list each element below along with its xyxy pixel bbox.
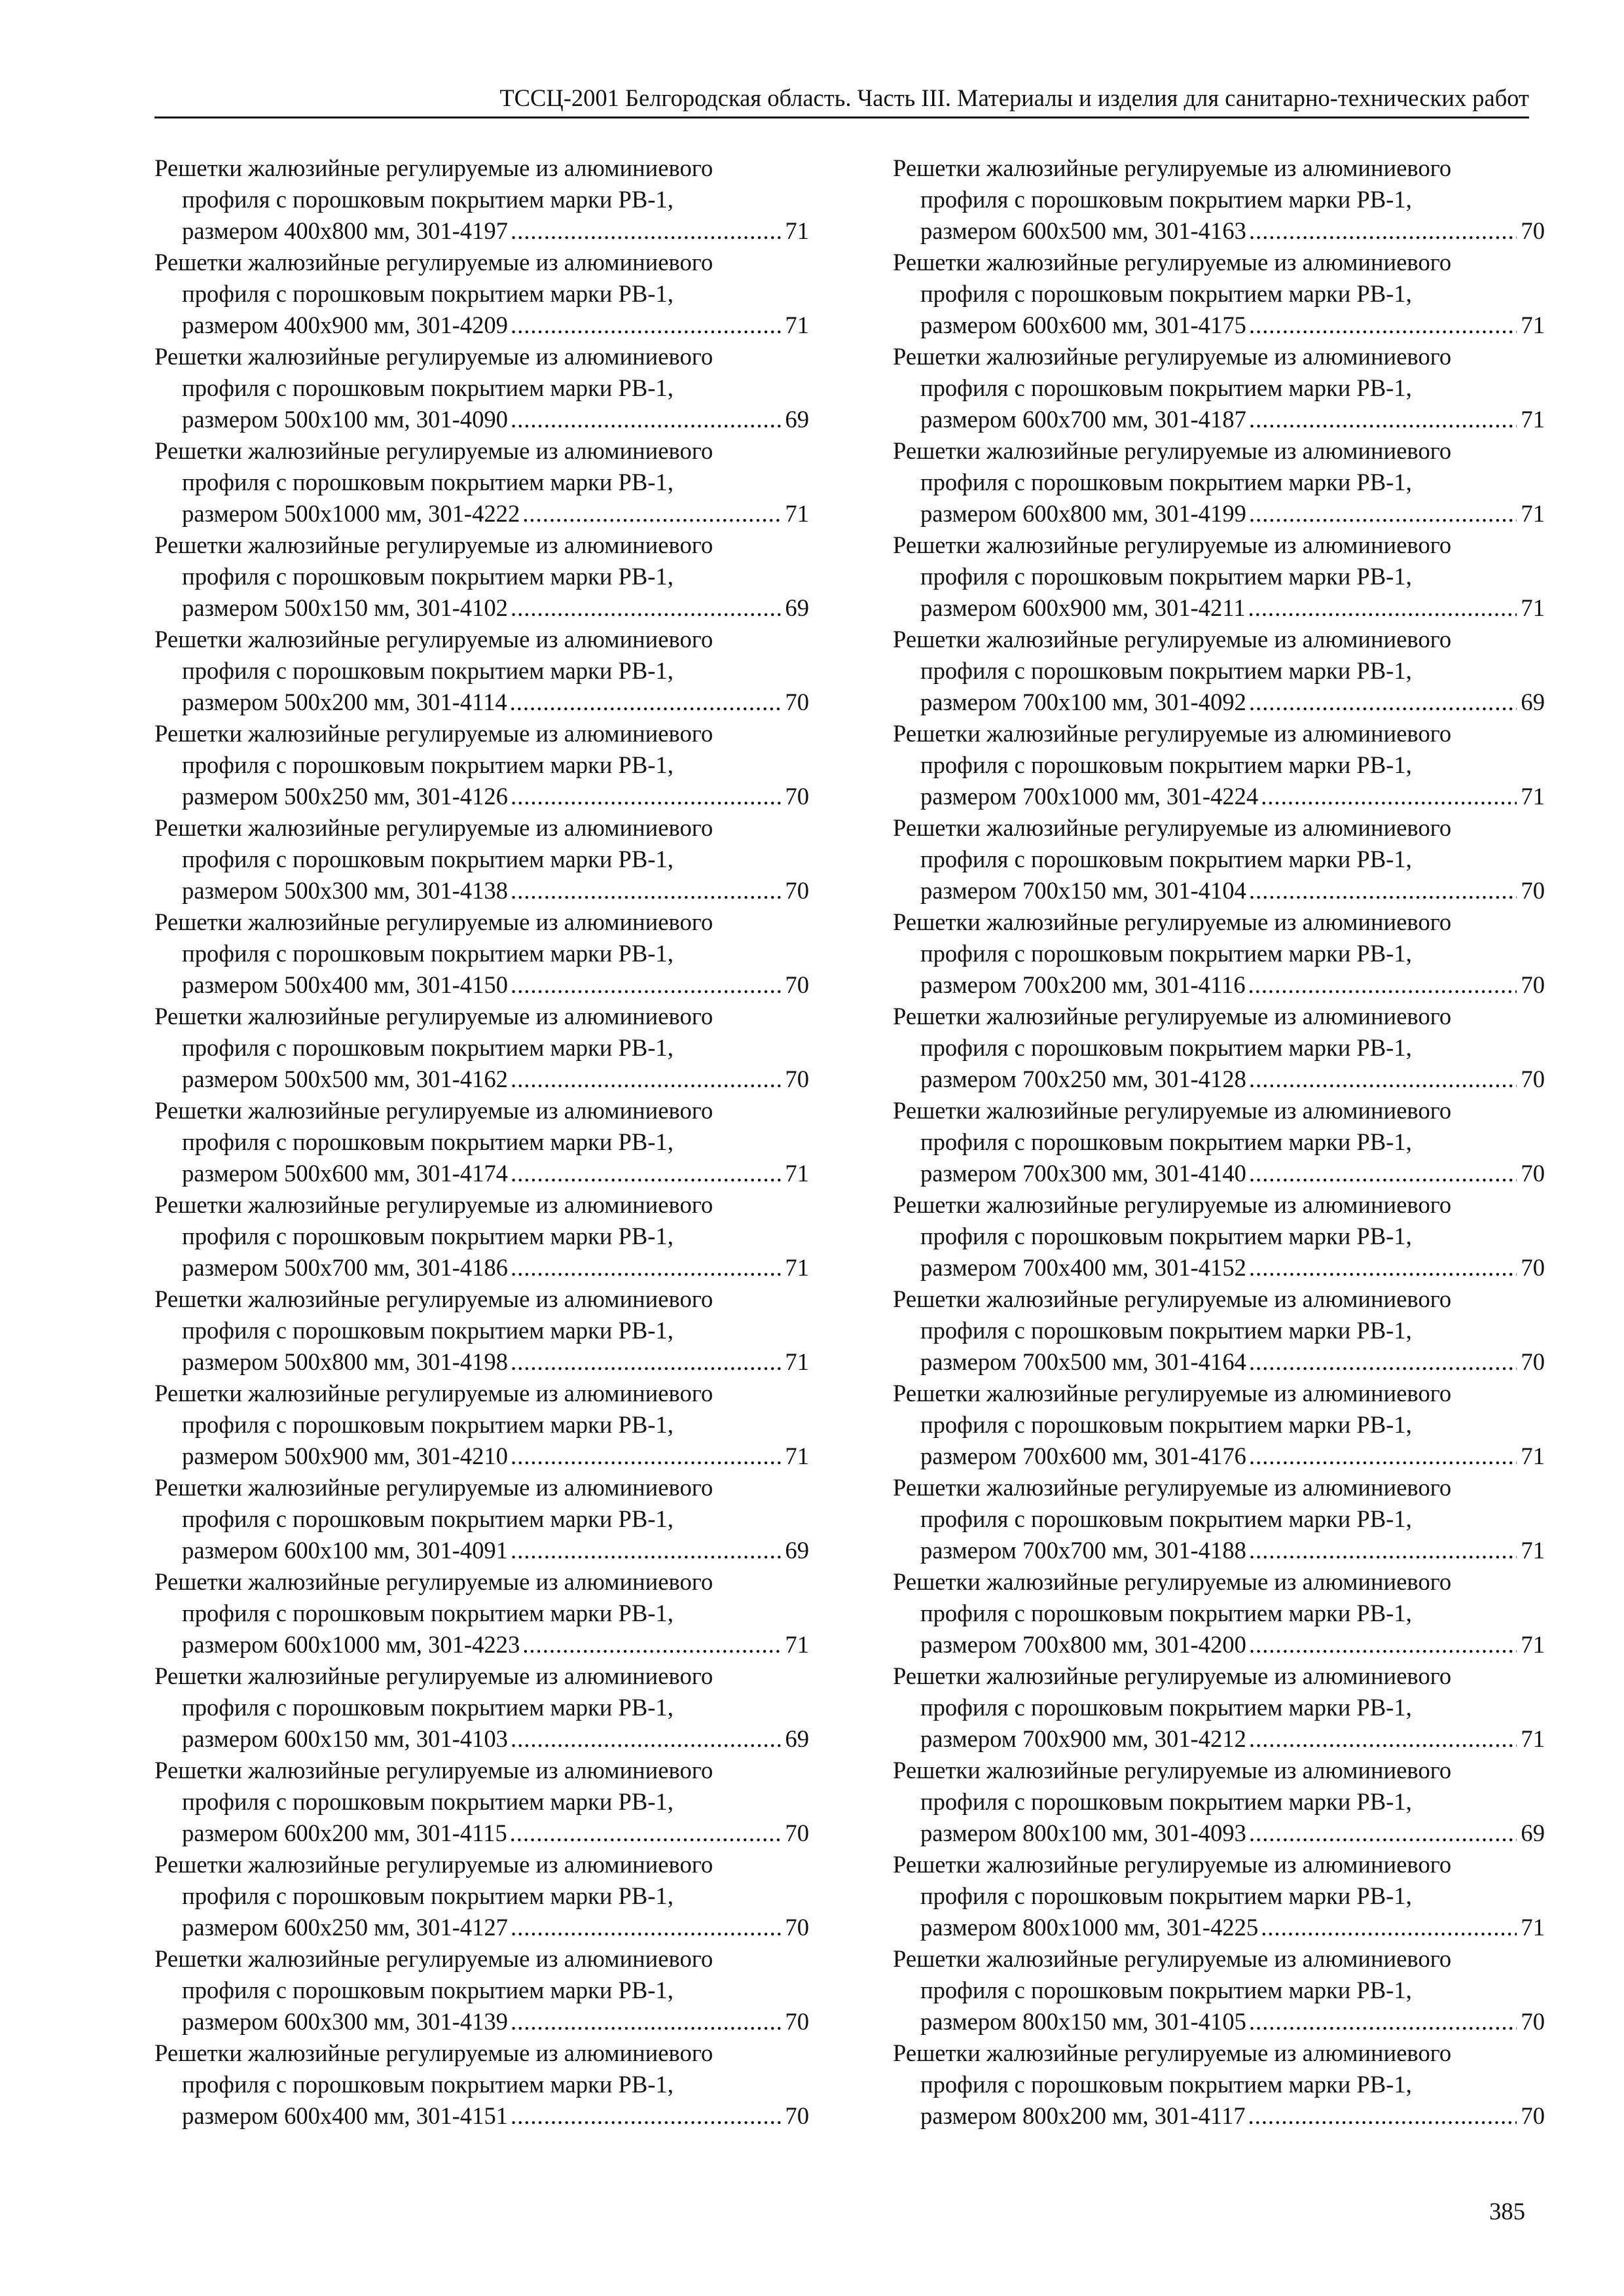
entry-size-code: размером 800х100 мм, 301-4093 [920, 1820, 1246, 1846]
entry-size-code: размером 700х300 мм, 301-4140 [920, 1160, 1246, 1187]
index-entry [154, 2037, 809, 2132]
entry-size-line [893, 1629, 1545, 1660]
entry-profile-line: профиля с порошковым покрытием марки РВ-1, [920, 1788, 1412, 1815]
index-entry [893, 1378, 1547, 1472]
entry-title-line: Решетки жалюзийные регулируемые из алюминиевого [893, 1851, 1452, 1878]
dot-leader [511, 404, 781, 435]
dot-leader [511, 1723, 781, 1755]
dot-leader [1249, 310, 1517, 341]
index-entry [893, 1472, 1547, 1566]
entry-profile-line: профиля с порошковым покрытием марки РВ-1, [920, 1694, 1412, 1721]
index-entry [893, 1095, 1547, 1189]
dot-leader [511, 781, 781, 812]
index-entry [893, 1755, 1547, 1849]
entry-page-ref: 70 [1521, 1254, 1545, 1281]
entry-size-code: размером 600х600 мм, 301-4175 [920, 312, 1246, 338]
entry-profile-line: профиля с порошковым покрытием марки РВ-1, [920, 1411, 1412, 1438]
entry-title-line: Решетки жалюзийные регулируемые из алюминиевого [154, 1191, 713, 1218]
entry-profile-line: профиля с порошковым покрытием марки РВ-1, [182, 1411, 674, 1438]
dot-leader [1248, 2100, 1517, 2132]
entry-size-code: размером 500х900 мм, 301-4210 [182, 1443, 508, 1469]
entry-profile-line: профиля с порошковым покрытием марки РВ-1, [182, 186, 674, 213]
dot-leader [511, 215, 781, 247]
dot-leader [510, 1818, 782, 1849]
index-entry [154, 624, 809, 718]
entry-page-ref: 71 [785, 1631, 809, 1658]
entry-size-line [893, 1818, 1545, 1849]
entry-title-line: Решетки жалюзийные регулируемые из алюминиевого [893, 154, 1452, 181]
entry-size-code: размером 700х200 мм, 301-4116 [920, 971, 1246, 998]
entry-title-line: Решетки жалюзийные регулируемые из алюминиевого [893, 1097, 1452, 1124]
entry-size-code: размером 800х150 мм, 301-4105 [920, 2008, 1246, 2035]
entry-size-code: размером 500х600 мм, 301-4174 [182, 1160, 508, 1187]
entry-size-code: размером 600х500 мм, 301-4163 [920, 217, 1246, 244]
entry-profile-line: профиля с порошковым покрытием марки РВ-1, [182, 657, 674, 684]
entry-page-ref: 71 [785, 217, 809, 244]
entry-title-line: Решетки жалюзийные регулируемые из алюминиевого [154, 1662, 713, 1689]
entry-size-line [893, 215, 1545, 247]
dot-leader [1249, 1723, 1517, 1755]
entry-title-line: Решетки жалюзийные регулируемые из алюминиевого [893, 1662, 1452, 1689]
index-entry [154, 1095, 809, 1189]
entry-page-ref: 70 [785, 689, 809, 715]
entry-profile-line: профиля с порошковым покрытием марки РВ-1, [182, 280, 674, 307]
entry-size-code: размером 600х700 мм, 301-4187 [920, 406, 1246, 433]
index-entry [893, 1566, 1547, 1660]
entry-page-ref: 70 [1521, 217, 1545, 244]
entry-size-line [154, 1346, 809, 1378]
entry-size-code: размером 700х600 мм, 301-4176 [920, 1443, 1246, 1469]
index-entry [893, 152, 1547, 247]
entry-profile-line: профиля с порошковым покрытием марки РВ-1, [182, 2071, 674, 2098]
entry-size-code: размером 400х800 мм, 301-4197 [182, 217, 508, 244]
dot-leader [511, 1252, 781, 1283]
entry-size-code: размером 500х700 мм, 301-4186 [182, 1254, 508, 1281]
entry-title-line: Решетки жалюзийные регулируемые из алюминиевого [893, 626, 1452, 653]
entry-page-ref: 71 [1521, 594, 1545, 621]
entry-size-line [893, 2006, 1545, 2037]
dot-leader [522, 1629, 781, 1660]
entry-title-line: Решетки жалюзийные регулируемые из алюминиевого [893, 343, 1452, 370]
entry-page-ref: 69 [785, 406, 809, 433]
dot-leader [1249, 1629, 1517, 1660]
dot-leader [511, 1064, 781, 1095]
entry-title-line: Решетки жалюзийные регулируемые из алюминиевого [154, 720, 713, 747]
entry-title-line: Решетки жалюзийные регулируемые из алюминиевого [154, 154, 713, 181]
entry-profile-line: профиля с порошковым покрытием марки РВ-1, [182, 1505, 674, 1532]
entry-page-ref: 70 [1521, 877, 1545, 904]
entry-page-ref: 71 [785, 1160, 809, 1187]
entry-profile-line: профиля с порошковым покрытием марки РВ-1, [182, 1034, 674, 1061]
entry-size-line [893, 404, 1545, 435]
entry-profile-line: профиля с порошковым покрытием марки РВ-1, [920, 657, 1412, 684]
entry-size-line [154, 2006, 809, 2037]
entry-profile-line: профиля с порошковым покрытием марки РВ-1, [182, 1694, 674, 1721]
entry-size-line [154, 1441, 809, 1472]
dot-leader [511, 969, 781, 1001]
entry-title-line: Решетки жалюзийные регулируемые из алюминиевого [893, 1003, 1452, 1030]
entry-size-line [154, 1064, 809, 1095]
index-entry [154, 1566, 809, 1660]
entry-size-line [154, 215, 809, 247]
entry-page-ref: 71 [785, 500, 809, 527]
index-entry [154, 1001, 809, 1095]
entry-size-code: размером 700х700 мм, 301-4188 [920, 1537, 1246, 1564]
dot-leader [1249, 498, 1517, 529]
entry-size-line [893, 1158, 1545, 1189]
entry-size-code: размером 800х1000 мм, 301-4225 [920, 1914, 1259, 1941]
entry-page-ref: 70 [785, 877, 809, 904]
entry-size-code: размером 500х800 мм, 301-4198 [182, 1348, 508, 1375]
dot-leader [1249, 404, 1517, 435]
entry-size-line [154, 592, 809, 624]
entry-page-ref: 71 [785, 1348, 809, 1375]
index-entry [154, 1943, 809, 2037]
entry-title-line: Решетки жалюзийные регулируемые из алюминиевого [893, 1757, 1452, 1784]
entry-profile-line: профиля с порошковым покрытием марки РВ-1, [182, 940, 674, 967]
index-entry [893, 1849, 1547, 1943]
index-entry [893, 247, 1547, 341]
entry-title-line: Решетки жалюзийные регулируемые из алюминиевого [893, 720, 1452, 747]
entry-page-ref: 71 [1521, 312, 1545, 338]
entry-size-line [893, 1252, 1545, 1283]
entry-size-line [154, 404, 809, 435]
entry-page-ref: 71 [1521, 783, 1545, 810]
entry-title-line: Решетки жалюзийные регулируемые из алюминиевого [154, 531, 713, 558]
entry-page-ref: 70 [785, 2102, 809, 2129]
index-entry [154, 247, 809, 341]
entry-size-code: размером 600х400 мм, 301-4151 [182, 2102, 508, 2129]
dot-leader [511, 1535, 781, 1566]
entry-profile-line: профиля с порошковым покрытием марки РВ-1, [920, 1317, 1412, 1344]
entry-profile-line: профиля с порошковым покрытием марки РВ-1, [182, 1317, 674, 1344]
index-entry [893, 812, 1547, 906]
entry-title-line: Решетки жалюзийные регулируемые из алюминиевого [893, 1285, 1452, 1312]
entry-title-line: Решетки жалюзийные регулируемые из алюминиевого [893, 1945, 1452, 1972]
entry-size-line [154, 1252, 809, 1283]
dot-leader [1249, 1441, 1517, 1472]
entry-size-line [154, 498, 809, 529]
dot-leader [511, 1912, 781, 1943]
entry-size-line [893, 687, 1545, 718]
entry-title-line: Решетки жалюзийные регулируемые из алюминиевого [154, 1380, 713, 1407]
dot-leader [1249, 2006, 1517, 2037]
entry-size-line [154, 1535, 809, 1566]
entry-size-code: размером 700х800 мм, 301-4200 [920, 1631, 1246, 1658]
dot-leader [1249, 1346, 1517, 1378]
index-entry [154, 906, 809, 1001]
dot-leader [1248, 969, 1517, 1001]
entry-profile-line: профиля с порошковым покрытием марки РВ-1, [182, 469, 674, 495]
entry-title-line: Решетки жалюзийные регулируемые из алюминиевого [893, 814, 1452, 841]
dot-leader [511, 1346, 781, 1378]
entry-page-ref: 71 [785, 312, 809, 338]
header-divider [154, 117, 1529, 118]
index-entry [893, 718, 1547, 812]
dot-leader [511, 592, 781, 624]
index-entry [893, 1283, 1547, 1378]
index-entry [154, 812, 809, 906]
entry-size-code: размером 700х100 мм, 301-4092 [920, 689, 1246, 715]
entry-profile-line: профиля с порошковым покрытием марки РВ-1, [920, 1977, 1412, 2003]
entry-size-code: размером 500х1000 мм, 301-4222 [182, 500, 520, 527]
entry-profile-line: профиля с порошковым покрытием марки РВ-1, [920, 186, 1412, 213]
entry-title-line: Решетки жалюзийные регулируемые из алюминиевого [893, 1568, 1452, 1595]
entry-size-code: размером 500х200 мм, 301-4114 [182, 689, 507, 715]
index-entry [154, 1849, 809, 1943]
entry-page-ref: 70 [1521, 971, 1545, 998]
entry-page-ref: 70 [785, 783, 809, 810]
entry-profile-line: профиля с порошковым покрытием марки РВ-1, [920, 1223, 1412, 1249]
entry-profile-line: профиля с порошковым покрытием марки РВ-1, [182, 1223, 674, 1249]
entry-page-ref: 71 [1521, 1443, 1545, 1469]
page-header: ТССЦ-2001 Белгородская область. Часть III. Материалы и изделия для санитарно-технических работ [499, 84, 1529, 111]
entry-page-ref: 69 [1521, 1820, 1545, 1846]
entry-title-line: Решетки жалюзийные регулируемые из алюминиевого [154, 1568, 713, 1595]
entry-size-code: размером 500х250 мм, 301-4126 [182, 783, 508, 810]
entry-size-line [154, 310, 809, 341]
dot-leader [1249, 1252, 1517, 1283]
entry-profile-line: профиля с порошковым покрытием марки РВ-1, [920, 1505, 1412, 1532]
entry-page-ref: 71 [785, 1254, 809, 1281]
dot-leader [1261, 1912, 1517, 1943]
entry-size-line [154, 781, 809, 812]
entry-size-line [893, 310, 1545, 341]
entry-title-line: Решетки жалюзийные регулируемые из алюминиевого [154, 1285, 713, 1312]
entry-size-code: размером 500х100 мм, 301-4090 [182, 406, 508, 433]
dot-leader [510, 687, 782, 718]
entry-page-ref: 71 [1521, 500, 1545, 527]
dot-leader [511, 1158, 781, 1189]
dot-leader [511, 875, 781, 906]
entry-profile-line: профиля с порошковым покрытием марки РВ-1, [920, 563, 1412, 590]
entry-title-line: Решетки жалюзийные регулируемые из алюминиевого [154, 908, 713, 935]
entry-size-line [893, 1535, 1545, 1566]
entry-size-code: размером 400х900 мм, 301-4209 [182, 312, 508, 338]
entry-size-line [154, 969, 809, 1001]
index-entry [154, 1755, 809, 1849]
index-entry [154, 1660, 809, 1755]
index-entry [893, 1189, 1547, 1283]
entry-title-line: Решетки жалюзийные регулируемые из алюминиевого [154, 343, 713, 370]
entry-size-code: размером 700х1000 мм, 301-4224 [920, 783, 1259, 810]
entry-profile-line: профиля с порошковым покрытием марки РВ-1, [920, 1882, 1412, 1909]
index-entry [154, 529, 809, 624]
dot-leader [1249, 1158, 1517, 1189]
entry-profile-line: профиля с порошковым покрытием марки РВ-1, [920, 2071, 1412, 2098]
entry-size-code: размером 600х250 мм, 301-4127 [182, 1914, 508, 1941]
entry-size-line [893, 1441, 1545, 1472]
entry-page-ref: 69 [785, 1725, 809, 1752]
entry-size-code: размером 600х800 мм, 301-4199 [920, 500, 1246, 527]
index-entry [893, 1943, 1547, 2037]
entry-page-ref: 71 [785, 1443, 809, 1469]
entry-title-line: Решетки жалюзийные регулируемые из алюминиевого [893, 1380, 1452, 1407]
entry-profile-line: профиля с порошковым покрытием марки РВ-1, [920, 1034, 1412, 1061]
entry-size-code: размером 600х900 мм, 301-4211 [920, 594, 1246, 621]
entry-profile-line: профиля с порошковым покрытием марки РВ-1, [182, 1128, 674, 1155]
entry-size-code: размером 600х300 мм, 301-4139 [182, 2008, 508, 2035]
entry-profile-line: профиля с порошковым покрытием марки РВ-1, [920, 469, 1412, 495]
entry-size-code: размером 500х500 мм, 301-4162 [182, 1066, 508, 1092]
dot-leader [511, 310, 781, 341]
entry-size-line [893, 875, 1545, 906]
index-entry [154, 152, 809, 247]
index-column-right [893, 152, 1547, 2132]
entry-size-code: размером 500х400 мм, 301-4150 [182, 971, 508, 998]
entry-profile-line: профиля с порошковым покрытием марки РВ-1, [182, 846, 674, 872]
entry-size-code: размером 800х200 мм, 301-4117 [920, 2102, 1246, 2129]
dot-leader [1249, 1064, 1517, 1095]
entry-title-line: Решетки жалюзийные регулируемые из алюминиевого [893, 908, 1452, 935]
index-entry [154, 341, 809, 435]
index-entry [154, 1283, 809, 1378]
dot-leader [1249, 1535, 1517, 1566]
entry-size-code: размером 600х150 мм, 301-4103 [182, 1725, 508, 1752]
entry-page-ref: 70 [1521, 2008, 1545, 2035]
entry-page-ref: 69 [785, 1537, 809, 1564]
index-entry [893, 624, 1547, 718]
entry-size-code: размером 500х300 мм, 301-4138 [182, 877, 508, 904]
entry-profile-line: профиля с порошковым покрытием марки РВ-1, [182, 1882, 674, 1909]
entry-page-ref: 71 [1521, 1725, 1545, 1752]
entry-size-line [154, 1912, 809, 1943]
entry-page-ref: 71 [1521, 1914, 1545, 1941]
entry-title-line: Решетки жалюзийные регулируемые из алюминиевого [893, 249, 1452, 276]
entry-page-ref: 70 [1521, 1348, 1545, 1375]
entry-page-ref: 69 [1521, 689, 1545, 715]
entry-size-code: размером 700х400 мм, 301-4152 [920, 1254, 1246, 1281]
entry-size-line [893, 1912, 1545, 1943]
index-entry [893, 2037, 1547, 2132]
index-entry [893, 1001, 1547, 1095]
entry-size-line [154, 2100, 809, 2132]
entry-title-line: Решетки жалюзийные регулируемые из алюминиевого [154, 814, 713, 841]
entry-profile-line: профиля с порошковым покрытием марки РВ-1, [182, 563, 674, 590]
dot-leader [1249, 687, 1517, 718]
entry-profile-line: профиля с порошковым покрытием марки РВ-1, [182, 1977, 674, 2003]
dot-leader [1261, 781, 1517, 812]
index-entry [893, 1660, 1547, 1755]
entry-size-line [893, 498, 1545, 529]
entry-page-ref: 70 [1521, 2102, 1545, 2129]
dot-leader [511, 2006, 781, 2037]
entry-title-line: Решетки жалюзийные регулируемые из алюминиевого [154, 1851, 713, 1878]
dot-leader [1249, 1818, 1517, 1849]
entry-size-line [154, 687, 809, 718]
entry-title-line: Решетки жалюзийные регулируемые из алюминиевого [893, 1191, 1452, 1218]
entry-size-line [154, 1818, 809, 1849]
entry-title-line: Решетки жалюзийные регулируемые из алюминиевого [893, 2039, 1452, 2066]
dot-leader [1248, 592, 1517, 624]
entry-size-code: размером 600х200 мм, 301-4115 [182, 1820, 507, 1846]
index-entry [893, 435, 1547, 529]
entry-profile-line: профиля с порошковым покрытием марки РВ-1, [920, 846, 1412, 872]
entry-size-line [154, 1629, 809, 1660]
index-column-left [154, 152, 809, 2132]
dot-leader [1249, 215, 1517, 247]
page-number: 385 [1489, 2198, 1525, 2225]
index-entry [893, 529, 1547, 624]
entry-page-ref: 70 [785, 971, 809, 998]
entry-size-line [154, 875, 809, 906]
entry-title-line: Решетки жалюзийные регулируемые из алюминиевого [154, 2039, 713, 2066]
entry-page-ref: 70 [785, 2008, 809, 2035]
entry-page-ref: 70 [1521, 1160, 1545, 1187]
dot-leader [1249, 875, 1517, 906]
entry-size-line [893, 781, 1545, 812]
entry-page-ref: 71 [1521, 1537, 1545, 1564]
entry-profile-line: профиля с порошковым покрытием марки РВ-1, [182, 1788, 674, 1815]
index-entry [893, 906, 1547, 1001]
entry-page-ref: 71 [1521, 406, 1545, 433]
entry-size-code: размером 700х900 мм, 301-4212 [920, 1725, 1246, 1752]
entry-size-code: размером 700х250 мм, 301-4128 [920, 1066, 1246, 1092]
entry-title-line: Решетки жалюзийные регулируемые из алюминиевого [893, 531, 1452, 558]
entry-size-line [893, 1346, 1545, 1378]
entry-profile-line: профиля с порошковым покрытием марки РВ-1, [920, 1128, 1412, 1155]
entry-page-ref: 69 [785, 594, 809, 621]
entry-profile-line: профиля с порошковым покрытием марки РВ-1, [182, 374, 674, 401]
entry-title-line: Решетки жалюзийные регулируемые из алюминиевого [154, 1003, 713, 1030]
index-entry [893, 341, 1547, 435]
index-entry [154, 1378, 809, 1472]
entry-size-code: размером 500х150 мм, 301-4102 [182, 594, 508, 621]
entry-size-line [154, 1158, 809, 1189]
entry-size-line [893, 1064, 1545, 1095]
entry-title-line: Решетки жалюзийные регулируемые из алюминиевого [154, 1757, 713, 1784]
entry-profile-line: профиля с порошковым покрытием марки РВ-1, [920, 751, 1412, 778]
entry-title-line: Решетки жалюзийные регулируемые из алюминиевого [154, 1474, 713, 1501]
entry-size-line [893, 969, 1545, 1001]
entry-page-ref: 70 [1521, 1066, 1545, 1092]
entry-title-line: Решетки жалюзийные регулируемые из алюминиевого [154, 1945, 713, 1972]
entry-size-code: размером 700х150 мм, 301-4104 [920, 877, 1246, 904]
entry-profile-line: профиля с порошковым покрытием марки РВ-1, [182, 751, 674, 778]
entry-size-line [154, 1723, 809, 1755]
entry-page-ref: 70 [785, 1066, 809, 1092]
dot-leader [522, 498, 781, 529]
entry-title-line: Решетки жалюзийные регулируемые из алюминиевого [893, 437, 1452, 464]
entry-page-ref: 70 [785, 1820, 809, 1846]
entry-size-line [893, 1723, 1545, 1755]
entry-title-line: Решетки жалюзийные регулируемые из алюминиевого [154, 1097, 713, 1124]
entry-title-line: Решетки жалюзийные регулируемые из алюминиевого [154, 437, 713, 464]
dot-leader [511, 1441, 781, 1472]
entry-title-line: Решетки жалюзийные регулируемые из алюминиевого [154, 626, 713, 653]
entry-profile-line: профиля с порошковым покрытием марки РВ-1, [182, 1600, 674, 1626]
entry-profile-line: профиля с порошковым покрытием марки РВ-1, [920, 280, 1412, 307]
entry-profile-line: профиля с порошковым покрытием марки РВ-1, [920, 1600, 1412, 1626]
entry-profile-line: профиля с порошковым покрытием марки РВ-1, [920, 940, 1412, 967]
entry-size-code: размером 700х500 мм, 301-4164 [920, 1348, 1246, 1375]
entry-page-ref: 70 [785, 1914, 809, 1941]
entry-size-line [893, 592, 1545, 624]
entry-size-code: размером 600х1000 мм, 301-4223 [182, 1631, 520, 1658]
index-entry [154, 1189, 809, 1283]
index-entry [154, 718, 809, 812]
entry-title-line: Решетки жалюзийные регулируемые из алюминиевого [154, 249, 713, 276]
entry-profile-line: профиля с порошковым покрытием марки РВ-1, [920, 374, 1412, 401]
entry-page-ref: 71 [1521, 1631, 1545, 1658]
entry-title-line: Решетки жалюзийные регулируемые из алюминиевого [893, 1474, 1452, 1501]
index-entry [154, 1472, 809, 1566]
entry-size-line [893, 2100, 1545, 2132]
index-entry [154, 435, 809, 529]
dot-leader [511, 2100, 781, 2132]
entry-size-code: размером 600х100 мм, 301-4091 [182, 1537, 508, 1564]
